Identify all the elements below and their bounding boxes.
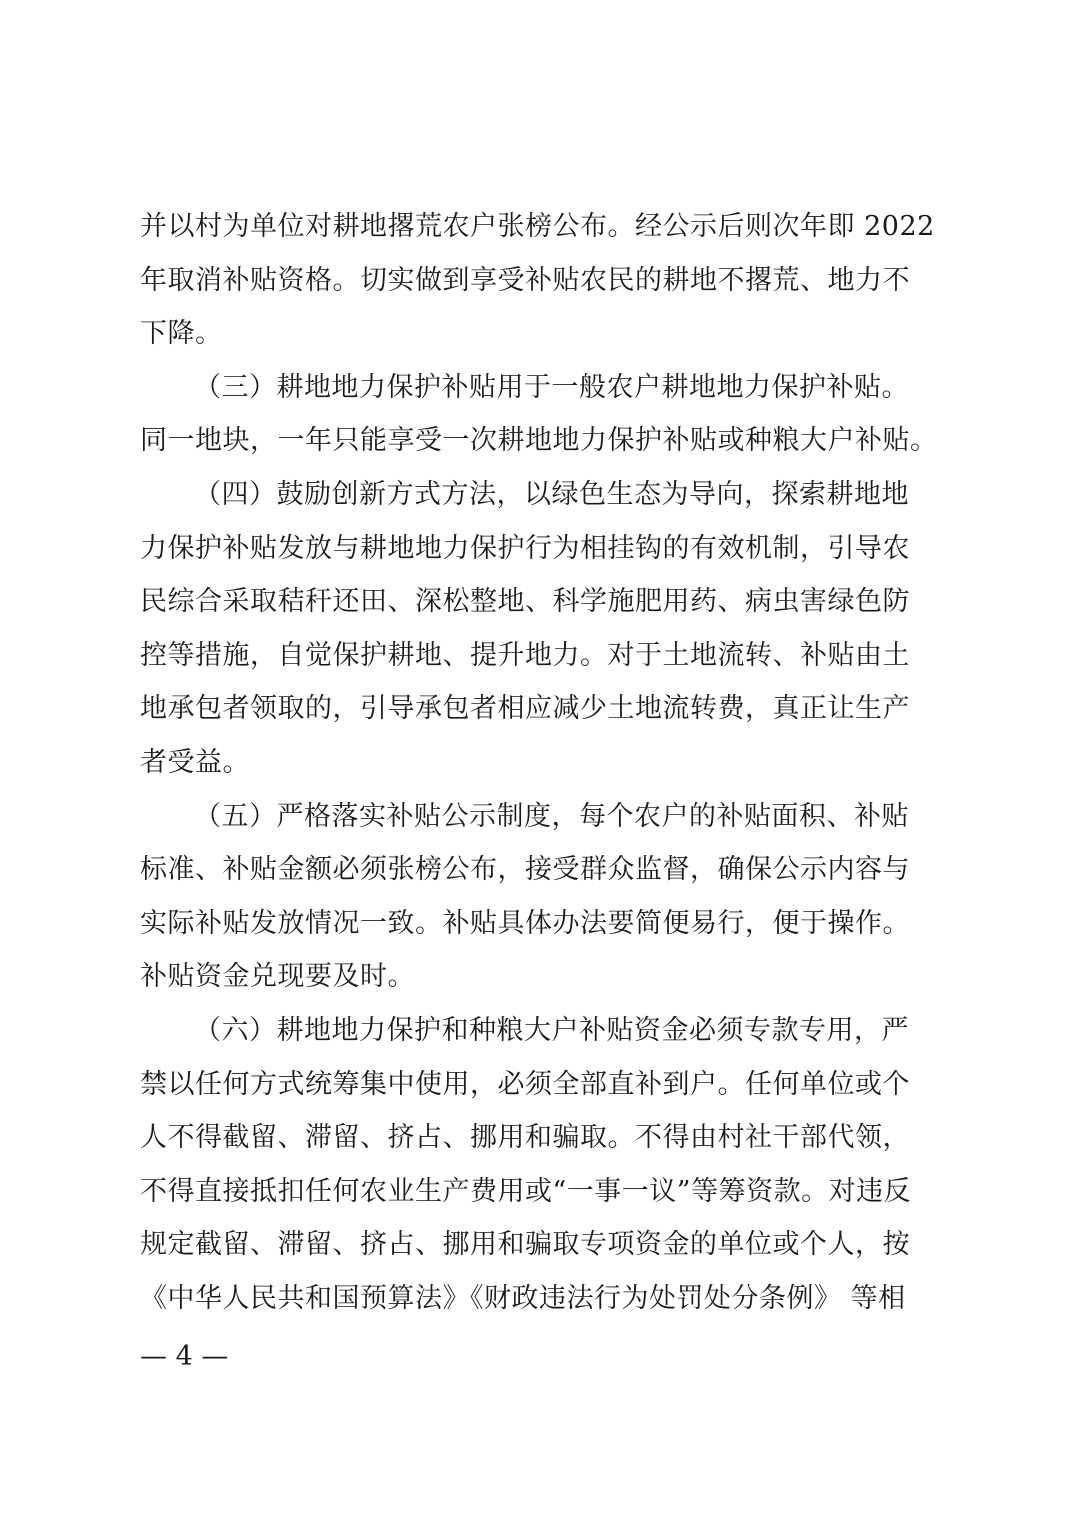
text-line: （五）严格落实补贴公示制度，每个农户的补贴面积、补贴 bbox=[194, 800, 909, 832]
page-number: — 4 — bbox=[140, 1341, 229, 1372]
text-line: 补贴资金兑现要及时。 bbox=[140, 961, 415, 993]
text-line: 禁以任何方式统筹集中使用，必须全部直补到户。任何单位或个 bbox=[140, 1068, 910, 1100]
text-line: 控等措施，自觉保护耕地、提升地力。对于土地流转、补贴由土 bbox=[140, 639, 910, 671]
text-line: （四）鼓励创新方式方法，以绿色生态为导向，探索耕地地 bbox=[194, 478, 909, 510]
text-line: （三）耕地地力保护补贴用于一般农户耕地地力保护补贴。 bbox=[194, 371, 909, 403]
text-line: 人不得截留、滞留、挤占、挪用和骗取。不得由村社干部代领， bbox=[140, 1122, 910, 1154]
text-line: 并以村为单位对耕地撂荒农户张榜公布。经公示后则次年即 2022 bbox=[140, 211, 935, 242]
text-line: 规定截留、滞留、挤占、挪用和骗取专项资金的单位或个人，按 bbox=[140, 1229, 910, 1261]
text-line: 地承包者领取的，引导承包者相应减少土地流转费，真正让生产 bbox=[140, 693, 910, 725]
body-text bbox=[140, 200, 940, 1325]
text-line: 同一地块，一年只能享受一次耕地地力保护补贴或种粮大户补贴。 bbox=[140, 425, 938, 457]
text-line: 《中华人民共和国预算法》《财政违法行为处罚处分条例》 等相 bbox=[140, 1282, 906, 1314]
text-line: 者受益。 bbox=[140, 746, 250, 778]
text-line: 标准、补贴金额必须张榜公布，接受群众监督，确保公示内容与 bbox=[140, 854, 910, 886]
text-line: 年取消补贴资格。切实做到享受补贴农民的耕地不撂荒、地力不 bbox=[140, 264, 910, 296]
text-line: 不得直接抵扣任何农业生产费用或“一事一议”等筹资款。对违反 bbox=[140, 1175, 912, 1207]
text-line: 下降。 bbox=[140, 318, 223, 350]
text-line: 实际补贴发放情况一致。补贴具体办法要简便易行，便于操作。 bbox=[140, 907, 910, 939]
text-line: 力保护补贴发放与耕地地力保护行为相挂钩的有效机制，引导农 bbox=[140, 532, 910, 564]
text-line: 民综合采取秸秆还田、深松整地、科学施肥用药、病虫害绿色防 bbox=[140, 586, 910, 618]
text-line: （六）耕地地力保护和种粮大户补贴资金必须专款专用，严 bbox=[194, 1014, 909, 1046]
